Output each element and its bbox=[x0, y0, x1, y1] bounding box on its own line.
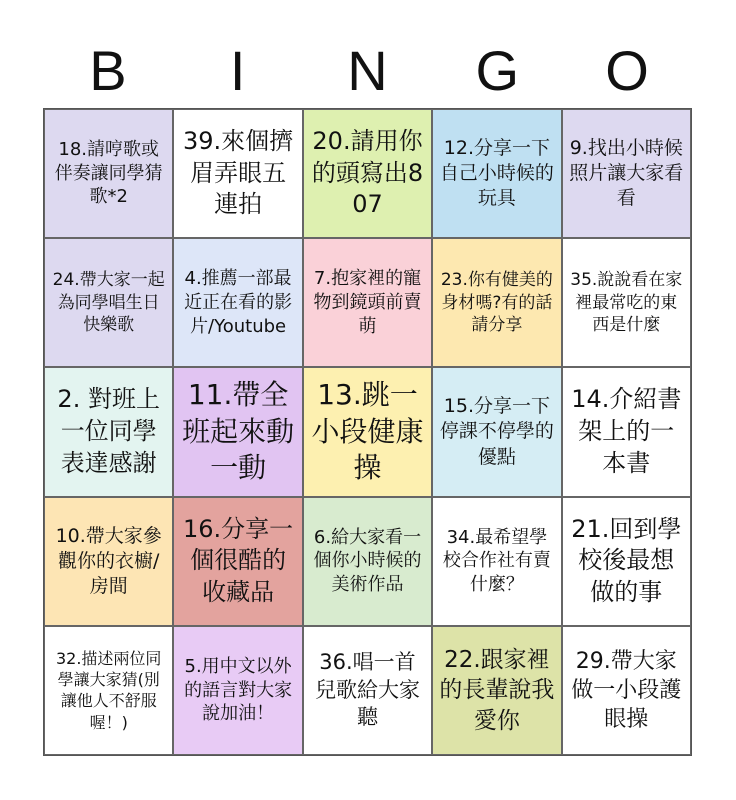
bingo-cell[interactable] bbox=[303, 238, 432, 367]
bingo-cell-text: 15.分享一下停課不停學的優點 bbox=[439, 395, 554, 468]
bingo-cell-text: 34.最希望學校合作社有賣什麼？ bbox=[442, 526, 551, 596]
bingo-cell-text: 24.帶大家一起為同學唱生日快樂歌 bbox=[52, 270, 165, 335]
bingo-cell-text: 2. 對班上一位同學表達感謝 bbox=[57, 385, 160, 477]
bingo-cell[interactable] bbox=[173, 109, 302, 238]
title-letter-o: O bbox=[605, 39, 649, 102]
bingo-cell-text: 39.來個擠眉弄眼五連拍 bbox=[183, 127, 294, 219]
bingo-cell-text: 21.回到學校後最想做的事 bbox=[571, 514, 682, 607]
bingo-cell[interactable] bbox=[44, 626, 173, 755]
bingo-cell[interactable] bbox=[303, 497, 432, 626]
title-letter-i: I bbox=[229, 39, 246, 102]
bingo-cell[interactable] bbox=[432, 497, 561, 626]
bingo-cell-text: 11.帶全班起來動一動 bbox=[182, 377, 295, 485]
bingo-cell[interactable] bbox=[44, 238, 173, 367]
bingo-cell[interactable] bbox=[432, 626, 561, 755]
bingo-cell[interactable] bbox=[303, 367, 432, 496]
bingo-cell[interactable] bbox=[562, 626, 691, 755]
bingo-cell-text: 4.推薦一部最近正在看的影片/Youtube bbox=[184, 268, 293, 337]
bingo-cell[interactable] bbox=[44, 497, 173, 626]
bingo-cell-text: 10.帶大家參觀你的衣櫥/ 房間 bbox=[55, 524, 162, 597]
bingo-cell[interactable] bbox=[562, 497, 691, 626]
bingo-title bbox=[43, 38, 692, 104]
bingo-cell[interactable] bbox=[432, 367, 561, 496]
bingo-cell-text: 22.跟家裡的長輩說我愛你 bbox=[439, 646, 555, 734]
bingo-cell[interactable] bbox=[173, 497, 302, 626]
bingo-cell-text: 12.分享一下自己小時候的玩具 bbox=[439, 136, 554, 210]
bingo-cell[interactable] bbox=[432, 109, 561, 238]
bingo-cell-text: 9.找出小時候照片讓大家看看 bbox=[569, 136, 684, 210]
bingo-cell-text: 13.跳一小段健康操 bbox=[311, 377, 424, 485]
bingo-cell[interactable] bbox=[173, 238, 302, 367]
bingo-cell[interactable] bbox=[562, 238, 691, 367]
bingo-cell[interactable] bbox=[303, 626, 432, 755]
bingo-cell[interactable] bbox=[173, 367, 302, 496]
bingo-cell-text: 5.用中文以外的語言對大家說加油！ bbox=[184, 655, 293, 725]
bingo-cell-text: 20.請用你的頭寫出807 bbox=[311, 127, 424, 219]
bingo-cell-text: 35.說說看在家裡最常吃的東西是什麼 bbox=[570, 270, 683, 335]
bingo-cell[interactable] bbox=[44, 109, 173, 238]
bingo-grid bbox=[43, 108, 692, 756]
bingo-cell[interactable] bbox=[173, 626, 302, 755]
bingo-cell[interactable] bbox=[44, 367, 173, 496]
bingo-cell[interactable] bbox=[432, 238, 561, 367]
bingo-cell-text: 14.介紹書架上的一本書 bbox=[571, 385, 682, 477]
title-letter-n: N bbox=[347, 39, 388, 102]
bingo-cell-text: 6.給大家看一個你小時候的美術作品 bbox=[313, 526, 422, 596]
bingo-cell[interactable] bbox=[303, 109, 432, 238]
bingo-cell-text: 36.唱一首兒歌給大家聽 bbox=[314, 649, 420, 730]
bingo-cell-text: 23.你有健美的身材嗎?有的話請分享 bbox=[440, 270, 553, 335]
bingo-cell-text: 18.請哼歌或伴奏讓同學猜歌*2 bbox=[54, 138, 163, 208]
bingo-cell-text: 7.抱家裡的寵物到鏡頭前賣萌 bbox=[313, 268, 422, 337]
title-letter-b: B bbox=[89, 39, 127, 102]
bingo-cell-text: 16.分享一個很酷的收藏品 bbox=[183, 514, 294, 607]
bingo-cell-text: 29.帶大家做一小段護眼操 bbox=[571, 648, 682, 732]
title-letter-g: G bbox=[475, 39, 520, 102]
bingo-cell[interactable] bbox=[562, 109, 691, 238]
bingo-cell-text: 32.描述兩位同學讓大家猜(別讓他人不舒服喔！) bbox=[55, 649, 162, 732]
bingo-cell[interactable] bbox=[562, 367, 691, 496]
